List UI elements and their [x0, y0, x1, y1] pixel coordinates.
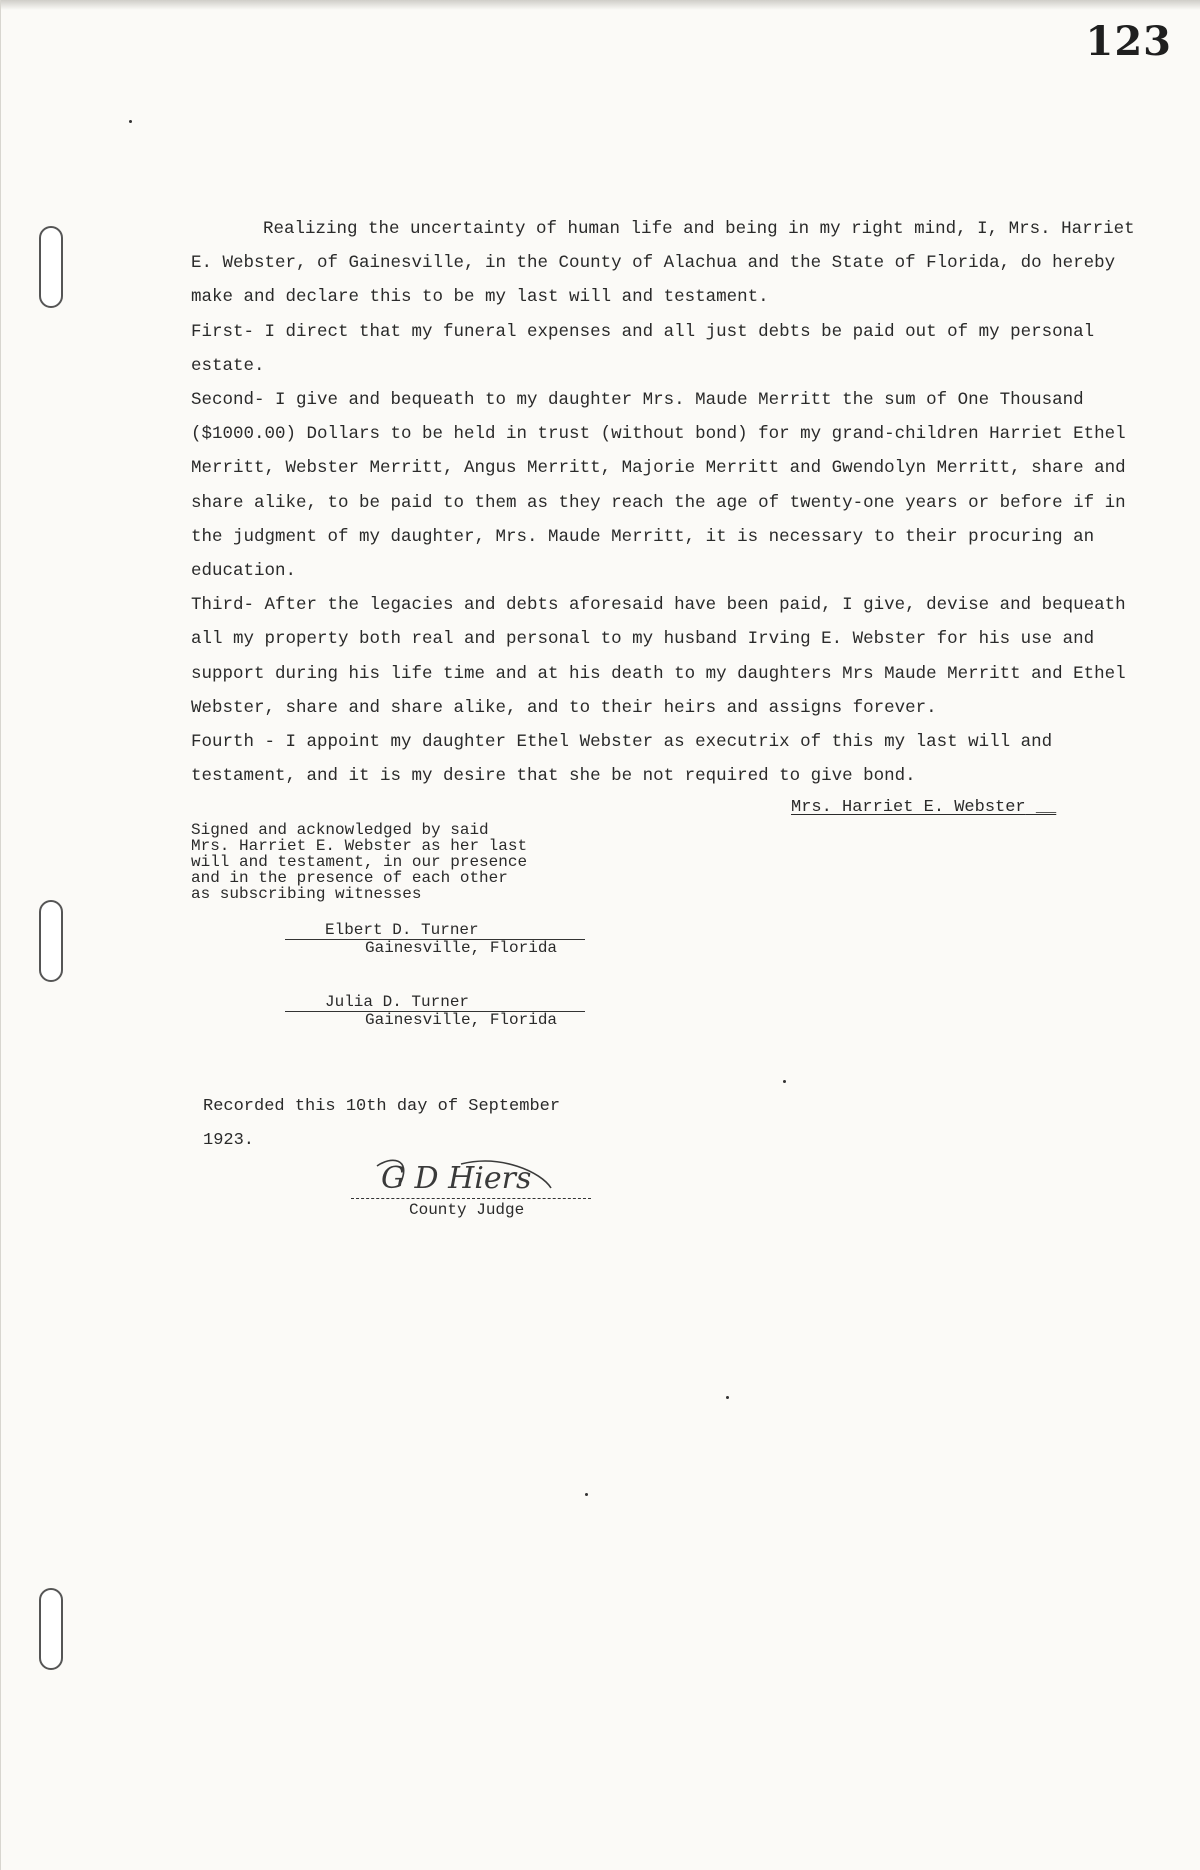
witness-place: Gainesville, Florida	[365, 1011, 558, 1029]
will-clause-fourth: Fourth - I appoint my daughter Ethel Webster as executrix of this my last will and testament, and it is my desire that she be not required to give bond.	[191, 732, 1053, 787]
attestation-line: and in the presence of each other	[191, 869, 508, 887]
scan-speck	[726, 1396, 729, 1399]
attestation-line: Mrs. Harriet E. Webster as her last	[191, 837, 528, 855]
binder-hole-top	[39, 226, 63, 308]
witness-1	[285, 922, 585, 957]
binder-hole-middle	[39, 900, 63, 982]
attestation-clause	[191, 822, 591, 902]
judge-signature-text: G D Hiers	[381, 1161, 532, 1196]
witness-place: Gainesville, Florida	[365, 939, 558, 957]
recording-note	[203, 1090, 560, 1158]
recorded-date: Recorded this 10th day of September	[203, 1097, 561, 1116]
binder-hole-bottom	[39, 1588, 63, 1670]
scan-top-edge	[1, 0, 1200, 10]
scan-speck	[129, 120, 132, 123]
judge-signature-line	[351, 1198, 591, 1199]
witness-name: Julia D. Turner	[325, 993, 470, 1011]
page-number: 123	[1085, 18, 1172, 65]
scan-speck	[585, 1493, 588, 1496]
will-body	[191, 212, 1166, 793]
attestation-line: as subscribing witnesses	[191, 885, 422, 903]
scan-speck	[783, 1080, 786, 1083]
will-clause-first: First- I direct that my funeral expenses and all just debts be paid out of my personal estate.	[191, 321, 1095, 376]
recorded-year: 1923.	[203, 1131, 255, 1150]
will-clause-second: Second- I give and bequeath to my daughter Mrs. Maude Merritt the sum of One Thousand ($1000.00) Dollars to be held in trust (without bond) for my grand-children Harriet Ethel Merritt, Webster Merritt, Angus Merritt, Majorie Merritt and Gwendolyn Merritt, share and share alike, to be paid to them as they reach the age of twenty-one years or before if in the judgment of my daughter, Mrs. Maude Merritt, it is necessary to their procuring an education.	[191, 390, 1126, 582]
witness-2	[285, 994, 585, 1029]
will-preamble: Realizing the uncertainty of human life and being in my right mind, I, Mrs. Harriet E. Webster, of Gainesville, in the County of Alachua and the State of Florida, do hereby make and declare this to be my last will and testament.	[191, 219, 1135, 308]
judge-title: County Judge	[409, 1201, 525, 1219]
judge-signature	[351, 1152, 591, 1198]
witness-name: Elbert D. Turner	[325, 921, 479, 939]
will-clause-third: Third- After the legacies and debts aforesaid have been paid, I give, devise and bequeath all my property both real and personal to my husband Irving E. Webster for his use and support during his life time and at his death to my daughters Mrs Maude Merritt and Ethel Webster, share and share alike, and to their heirs and assigns forever.	[191, 595, 1126, 718]
attestation-line: will and testament, in our presence	[191, 853, 528, 871]
testator-signature: Mrs. Harriet E. Webster __	[791, 798, 1056, 817]
attestation-line: Signed and acknowledged by said	[191, 821, 489, 839]
judge-signature-block	[351, 1152, 591, 1219]
